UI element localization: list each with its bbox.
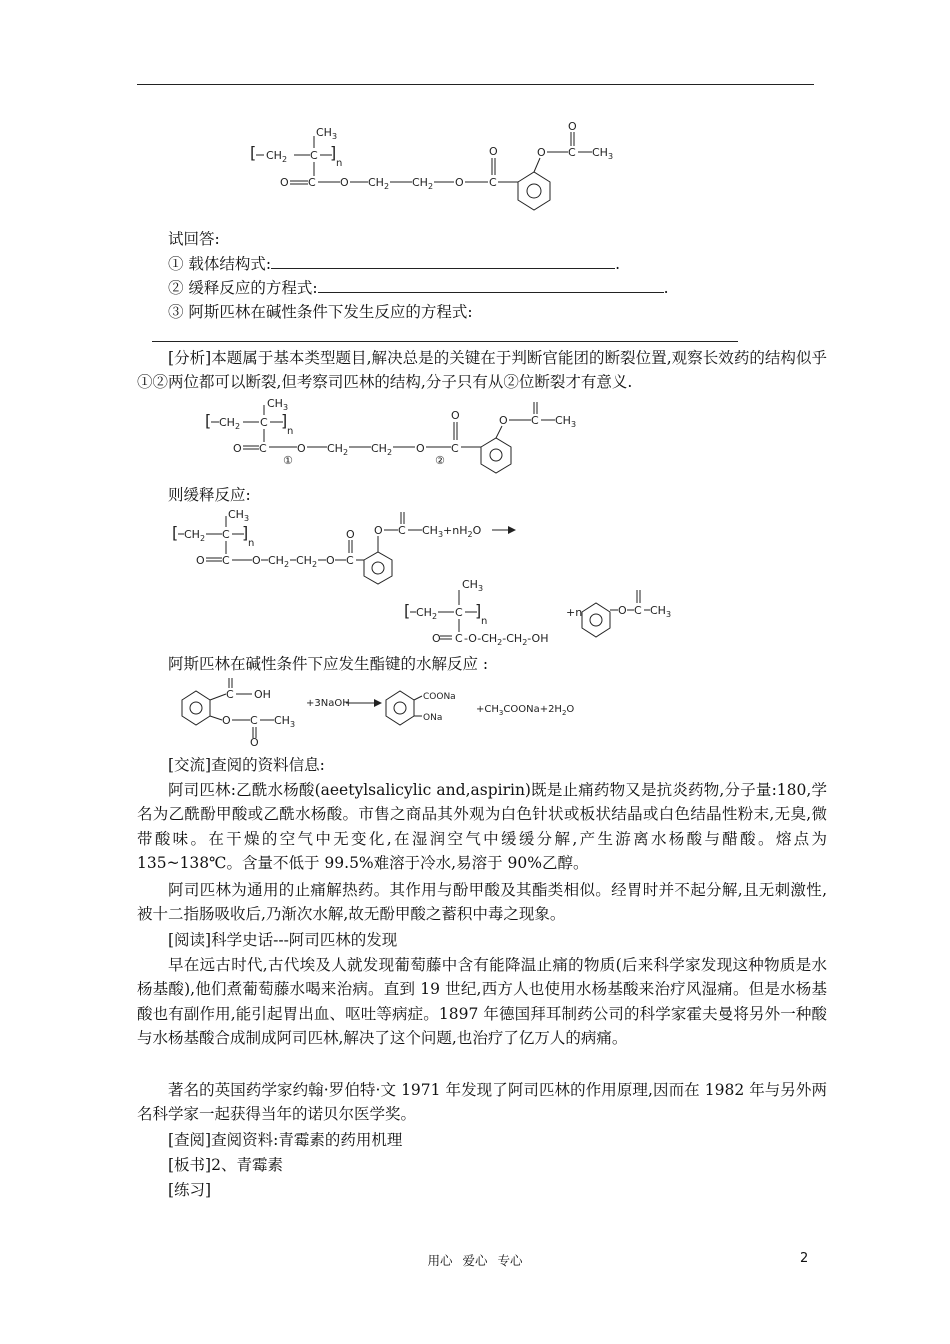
svg-text:C: C: [260, 416, 268, 429]
svg-text:CH2: $CH_2$: [219, 416, 241, 431]
svg-text:O: O: [568, 120, 577, 133]
svg-text:CH3: $CH_3$: [274, 714, 296, 729]
analysis-paragraph: [分析]本题属于基本类型题目,解决总是的关键在于判断官能团的断裂位置,观察长效药的结构似乎①②两位都可以断裂,但考察司匹林的结构,分子只有从②位断裂才有意义.: [137, 349, 827, 392]
svg-text:]: ]: [242, 523, 249, 542]
svg-text:CH3: $CH_3$: [555, 414, 577, 429]
svg-text:O: O: [196, 554, 205, 567]
svg-text:C: C: [259, 442, 267, 455]
break-site-2: ②: [435, 454, 445, 467]
svg-text:C: C: [634, 604, 642, 617]
svg-text:CH3: $CH_3$: [650, 604, 672, 619]
slow-release-label: 则缓释反应:: [168, 486, 251, 504]
break-site-1: ①: [283, 454, 293, 467]
alkaline-label: 阿斯匹林在碱性条件下应发生酯键的水解反应 :: [168, 655, 489, 673]
board-line: [板书]2、青霉素: [168, 1156, 283, 1174]
svg-text:O: O: [340, 176, 349, 189]
svg-text:CH2: $CH_2$: [412, 176, 434, 191]
svg-text:[: [: [404, 601, 411, 620]
slow-release-reaction-diagram: [172, 510, 672, 650]
svg-text:OH: OH: [254, 688, 271, 701]
answer-blank-3[interactable]: [152, 341, 738, 342]
question-item-1-label: ① 载体结构式:: [168, 255, 272, 273]
question-item-2-label: ② 缓释反应的方程式:: [168, 279, 318, 297]
question-prompt: 试回答:: [168, 230, 220, 248]
svg-text:O: O: [252, 554, 261, 567]
reading-heading: [阅读]科学史话---阿司匹林的发现: [168, 931, 398, 949]
question-item-2: ② 缓释反应的方程式: .: [168, 276, 669, 300]
svg-text:O: O: [416, 442, 425, 455]
ch3-label: $CH_3$: [316, 126, 338, 141]
svg-text:O: O: [432, 632, 441, 645]
question-item-1: ① 载体结构式: .: [168, 252, 620, 276]
svg-text:C: C: [346, 554, 354, 567]
svg-text:O: O: [374, 524, 383, 537]
question-item-3: ③ 阿斯匹林在碱性条件下发生反应的方程式:: [168, 303, 473, 321]
svg-text:O: O: [346, 528, 355, 541]
svg-text:CH2: $CH_2$: [371, 442, 393, 457]
svg-text:O: O: [455, 176, 464, 189]
reading-paragraph-2: 著名的英国药学家约翰·罗伯特·文 1971 年发现了阿司匹林的作用原理,因而在 1982 年与另外两名科学家一起获得当年的诺贝尔医学奖。: [137, 1081, 827, 1124]
svg-text:CH2: $CH_2$: [368, 176, 390, 191]
svg-text:CH3: $CH_3$: [228, 508, 250, 523]
svg-text:CH2: $CH_2$: [416, 606, 438, 621]
svg-text:CH3+nH2O: $CH_3+nH_2O$: [422, 524, 482, 539]
answer-blank-2[interactable]: [318, 276, 664, 293]
svg-text:CH3: $CH_3$: [267, 397, 289, 412]
svg-text:+n: +n: [566, 606, 583, 619]
svg-text:n: n: [481, 616, 488, 627]
lookup-line: [查阅]查阅资料:青霉素的药用机理: [168, 1131, 403, 1149]
svg-text:COONa: COONa: [423, 692, 456, 702]
reading-paragraph-1: 早在远古时代,古代埃及人就发现葡萄藤中含有能降温止痛的物质(后来科学家发现这种物质是水杨基酸),他们煮葡萄藤水喝来治病。直到 19 世纪,西方人也使用水杨基酸来治疗风湿痛。但是水杨基酸也有副作用,能引起胃出血、呕吐等病症。1897 年德国拜耳制药公司的科学家霍夫曼将另外一种酸与水杨基酸合成制成阿司匹林,解决了这个问题,也治疗了亿万人的病痛。: [137, 956, 827, 1047]
svg-text:C: C: [455, 632, 463, 645]
break-site-structure-diagram: [205, 397, 595, 480]
svg-text:C: C: [531, 414, 539, 427]
header-rule: [137, 84, 814, 85]
svg-text:O: O: [297, 442, 306, 455]
polymer-structure-diagram: [250, 120, 620, 215]
svg-text:]: ]: [475, 601, 482, 620]
svg-text:C: C: [250, 714, 258, 727]
svg-text:[: [: [172, 523, 179, 542]
answer-blank-1[interactable]: [271, 252, 615, 269]
svg-text:C: C: [222, 554, 230, 567]
ch2-label: $CH_2$: [266, 149, 288, 164]
svg-text:O: O: [489, 145, 498, 158]
alkaline-hydrolysis-diagram: [178, 676, 598, 749]
svg-text:C: C: [568, 146, 576, 159]
svg-text:]: ]: [281, 411, 288, 430]
svg-text:O: O: [222, 714, 231, 727]
svg-text:+3NaOH: +3NaOH: [306, 698, 350, 709]
svg-text:CH3: $CH_3$: [462, 578, 484, 593]
svg-text:+CH3COONa+2H2O: $+CH_3COONa+2H_2O$: [476, 704, 575, 717]
svg-text:O: O: [250, 736, 259, 749]
svg-text:ONa: ONa: [423, 713, 443, 723]
svg-text:C: C: [489, 176, 497, 189]
svg-text:CH2: $CH_2$: [296, 554, 318, 569]
n-subscript: n: [336, 158, 343, 169]
svg-text:O: O: [499, 414, 508, 427]
svg-text:O: O: [326, 554, 335, 567]
svg-text:O: O: [233, 442, 242, 455]
practice-line: [练习]: [168, 1181, 212, 1199]
svg-text:CH2: $CH_2$: [268, 554, 290, 569]
exchange-heading: [交流]查阅的资料信息:: [168, 756, 325, 774]
exchange-paragraph-1: 阿司匹林:乙酰水杨酸(aeetylsalicylic and,aspirin)既是止痛药物又是抗炎药物,分子量:180,学名为乙酰酚甲酸或乙酰水杨酸。市售之商品其外观为白色针状或板状结晶或白色结晶性粉末,无臭,微带酸味。在干燥的空气中无变化,在湿润空气中缓缓分解,产生游离水杨酸与醋酸。熔点为 135~138℃。含量不低于 99.5%难溶于冷水,易溶于 90%乙醇。: [137, 781, 827, 872]
page-number: 2: [800, 1251, 809, 1266]
svg-text:C: C: [451, 442, 459, 455]
svg-text:O: O: [618, 604, 627, 617]
svg-text:O: O: [451, 409, 460, 422]
c-label: C: [310, 149, 318, 162]
bracket-left: [: [250, 143, 257, 162]
svg-text:C: C: [308, 176, 316, 189]
svg-text:n: n: [287, 426, 294, 437]
svg-text:C: C: [398, 524, 406, 537]
svg-text:CH3: $CH_3$: [592, 146, 614, 161]
svg-text:-O-CH2-CH2-OH: $-O-CH_2-CH_2-OH$: [464, 632, 549, 647]
svg-text:C: C: [455, 606, 463, 619]
svg-text:C: C: [226, 688, 234, 701]
svg-text:[: [: [205, 411, 212, 430]
footer-motto: 用心 爱心 专心: [427, 1253, 523, 1268]
svg-text:C: C: [222, 528, 230, 541]
svg-text:O: O: [537, 146, 546, 159]
exchange-paragraph-2: 阿司匹林为通用的止痛解热药。其作用与酚甲酸及其酯类相似。经胃时并不起分解,且无刺激性,被十二指肠吸收后,乃渐次水解,故无酚甲酸之蓄积中毒之现象。: [137, 881, 827, 924]
bracket-right: ]: [330, 143, 337, 162]
o-label: O: [280, 176, 289, 189]
svg-text:CH2: $CH_2$: [184, 528, 206, 543]
svg-text:CH2: $CH_2$: [327, 442, 349, 457]
svg-text:n: n: [248, 538, 255, 549]
